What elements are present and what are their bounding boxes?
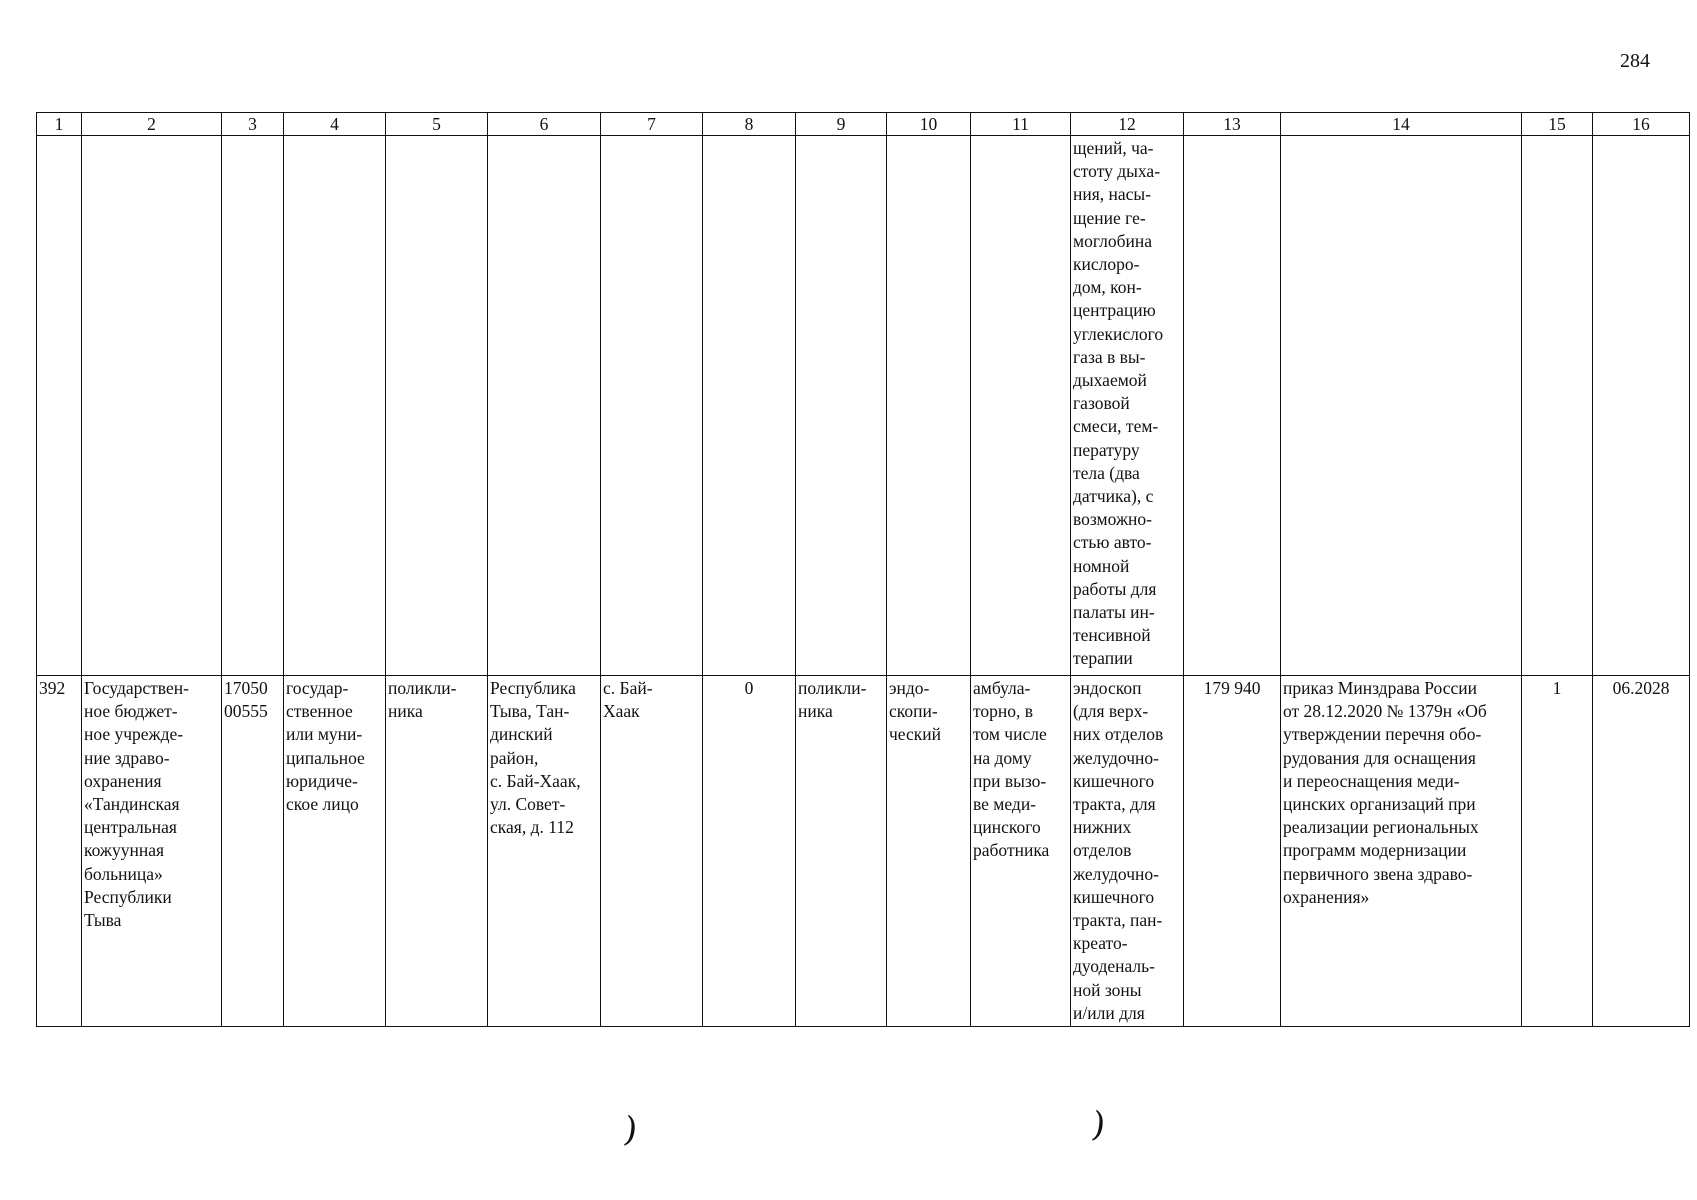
header-cell: 8 — [703, 113, 796, 136]
equipment-table — [36, 112, 1690, 1027]
header-cell: 10 — [887, 113, 971, 136]
table-cell — [1522, 136, 1593, 676]
header-cell: 7 — [601, 113, 703, 136]
regulation-cell: приказ Минздрава России от 28.12.2020 № 1379н «Об утверждении перечня обо- рудования для оснащения и переоснащения меди- цинских организаций при реализации региональных программ модернизации первичного звена здраво- охранения» — [1281, 676, 1522, 1027]
equipment-description-cell: эндоскоп (для верх- них отделов желудочно- кишечного тракта, для нижних отделов желудочно- кишечного тракта, пан- креато- дуоденаль- ной зоны и/или для — [1071, 676, 1184, 1027]
table-cell — [601, 136, 703, 676]
equipment-description-cell: щений, ча- стоту дыха- ния, насы- щение ге- моглобина кислоро- дом, кон- центрацию углекислого газа в вы- дыхаемой газовой смеси, тем- пературу тела (два датчика), с возможно- стью авто- номной работы для палаты ин- тенсивной терапии — [1071, 136, 1184, 676]
header-cell: 14 — [1281, 113, 1522, 136]
header-cell: 9 — [796, 113, 887, 136]
table-cell — [703, 136, 796, 676]
handwritten-mark: ) — [1089, 1104, 1108, 1146]
continuation-row — [37, 136, 1690, 676]
header-row — [37, 113, 1690, 136]
table-cell — [488, 136, 601, 676]
table-cell — [1184, 136, 1281, 676]
handwritten-mark: ) — [621, 1109, 640, 1151]
header-cell: 16 — [1593, 113, 1690, 136]
table-cell — [796, 136, 887, 676]
code-cell: 17050 00555 — [222, 676, 284, 1027]
address-cell: Республика Тыва, Тан- динский район, с. Бай-Хаак, ул. Совет- ская, д. 112 — [488, 676, 601, 1027]
header-cell: 5 — [386, 113, 488, 136]
header-cell: 12 — [1071, 113, 1184, 136]
header-cell: 6 — [488, 113, 601, 136]
header-cell: 3 — [222, 113, 284, 136]
header-cell: 2 — [82, 113, 222, 136]
legal-form-cell: государ- ственное или муни- ципальное юридиче- ское лицо — [284, 676, 386, 1027]
table-row — [37, 676, 1690, 1027]
table-cell — [222, 136, 284, 676]
profile-cell: эндо- скопи- ческий — [887, 676, 971, 1027]
quantity-cell: 1 — [1522, 676, 1593, 1027]
table-cell — [386, 136, 488, 676]
header-cell: 13 — [1184, 113, 1281, 136]
page-number: 284 — [1620, 50, 1650, 72]
table-cell — [887, 136, 971, 676]
unit-cell: поликли- ника — [796, 676, 887, 1027]
table-cell — [1593, 136, 1690, 676]
header-cell: 4 — [284, 113, 386, 136]
code-number-cell: 179 940 — [1184, 676, 1281, 1027]
facility-type-cell: поликли- ника — [386, 676, 488, 1027]
settlement-cell: с. Бай- Хаак — [601, 676, 703, 1027]
date-cell: 06.2028 — [1593, 676, 1690, 1027]
row-number-cell: 392 — [37, 676, 82, 1027]
header-cell: 15 — [1522, 113, 1593, 136]
header-cell: 11 — [971, 113, 1071, 136]
table-cell — [82, 136, 222, 676]
table-cell — [37, 136, 82, 676]
care-conditions-cell: амбула- торно, в том числе на дому при вызо- ве меди- цинского работника — [971, 676, 1071, 1027]
organization-name-cell: Государствен- ное бюджет- ное учрежде- ние здраво- охранения «Тандинская центральная кожуунная больница» Республики Тыва — [82, 676, 222, 1027]
table-cell — [971, 136, 1071, 676]
header-cell: 1 — [37, 113, 82, 136]
table-cell — [1281, 136, 1522, 676]
count-cell: 0 — [703, 676, 796, 1027]
table-cell — [284, 136, 386, 676]
